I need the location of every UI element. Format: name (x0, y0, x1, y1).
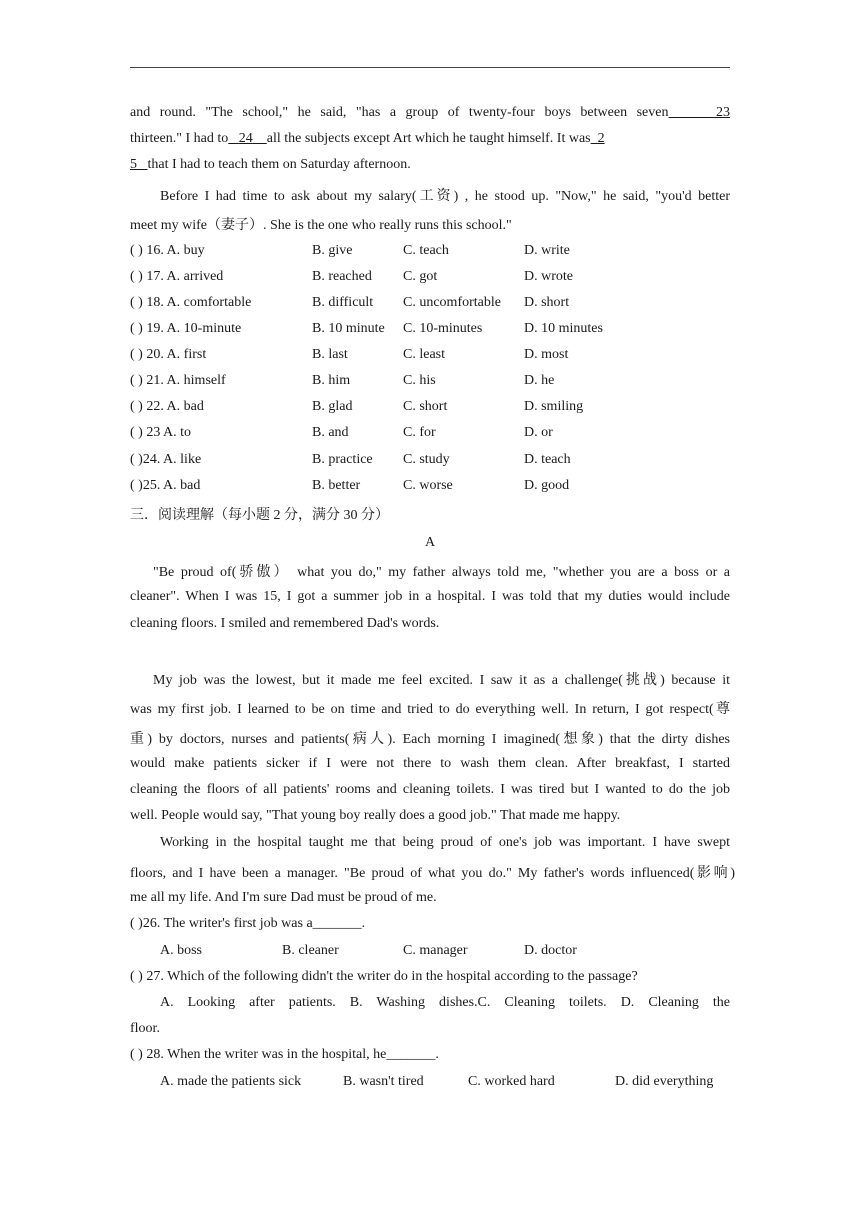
option-c: C. for (403, 425, 436, 440)
passage-p1-line-2: cleaner". When I was 15, I got a summer job in a hospital. I was told that my duties would include (130, 589, 730, 604)
q28-option-a: A. made the patients sick (160, 1074, 302, 1089)
option-b: B. difficult (312, 295, 374, 310)
question-stem: ( ) 16. A. buy (130, 243, 205, 258)
question-stem: ( ) 18. A. comfortable (130, 295, 252, 310)
q26-option-a: A. boss (160, 943, 203, 958)
question-28: ( ) 28. When the writer was in the hospital, he_______. (130, 1047, 439, 1062)
q26-option-b: B. cleaner (282, 943, 339, 958)
question-stem: ( ) 23 A. to (130, 425, 192, 440)
option-d: D. wrote (524, 269, 573, 284)
option-d: D. most (524, 347, 569, 362)
option-d: D. teach (524, 452, 571, 467)
passage-p1-line-1: "Be proud of(骄傲） what you do," my father always told me, "whether you are a boss or a (153, 565, 730, 580)
option-d: D. or (524, 425, 553, 440)
q28-option-c: C. worked hard (468, 1074, 555, 1089)
option-c: C. study (403, 452, 450, 467)
question-stem: ( ) 17. A. arrived (130, 269, 224, 284)
question-stem: ( ) 21. A. himself (130, 373, 226, 388)
option-b: B. 10 minute (312, 321, 385, 336)
question-stem: ( )25. A. bad (130, 478, 201, 493)
passage-p3-line-1: Working in the hospital taught me that being proud of one's job was important. I have swept (160, 835, 730, 850)
option-d: D. good (524, 478, 570, 493)
option-b: B. glad (312, 399, 353, 414)
option-b: B. last (312, 347, 348, 362)
option-d: D. 10 minutes (524, 321, 603, 336)
option-b: B. better (312, 478, 361, 493)
option-c: C. 10-minutes (403, 321, 483, 336)
passage-p2-line-3: 重) by doctors, nurses and patients(病人). Each morning I imagined(想象) that the dirty dishes (130, 732, 730, 747)
q26-option-d: D. doctor (524, 943, 577, 958)
option-c: C. his (403, 373, 436, 388)
option-d: D. smiling (524, 399, 584, 414)
q26-option-c: C. manager (403, 943, 468, 958)
cloze-para2-line-1: Before I had time to ask about my salary(工资) , he stood up. "Now," he said, "you'd better (160, 189, 730, 204)
passage-p3-line-2: floors, and I have been a manager. "Be proud of what you do." My father's words influenced(影响) (130, 866, 735, 881)
option-b: B. reached (312, 269, 372, 284)
passage-letter: A (424, 535, 436, 550)
option-d: D. write (524, 243, 570, 258)
question-stem: ( ) 20. A. first (130, 347, 207, 362)
cloze-line-2: thirteen." I had to 24 all the subjects except Art which he taught himself. It was 2 (130, 131, 605, 146)
option-c: C. short (403, 399, 448, 414)
option-c: C. uncomfortable (403, 295, 501, 310)
option-b: B. practice (312, 452, 373, 467)
cloze-line-1: and round. "The school," he said, "has a group of twenty-four boys between seven 23 (130, 105, 731, 120)
option-c: C. least (403, 347, 445, 362)
passage-p2-line-4: would make patients sicker if I were not there to wash them clean. After breakfast, I started (130, 756, 730, 771)
passage-p3-line-3: me all my life. And I'm sure Dad must be proud of me. (130, 890, 437, 905)
q27-options-cont: floor. (130, 1021, 160, 1036)
passage-p1-line-3: cleaning floors. I smiled and remembered Dad's words. (130, 616, 440, 631)
q28-option-b: B. wasn't tired (343, 1074, 424, 1089)
section-heading: 三．阅读理解（每小题 2 分，满分 30 分） (130, 508, 389, 523)
passage-p2-line-1: My job was the lowest, but it made me feel excited. I saw it as a challenge(挑战) because it (153, 673, 730, 688)
question-26: ( )26. The writer's first job was a_______. (130, 916, 366, 931)
passage-p2-line-2: was my first job. I learned to be on time and tried to do everything well. In return, I got respect(尊 (130, 702, 730, 717)
option-d: D. short (524, 295, 570, 310)
cloze-line-3: 5 that I had to teach them on Saturday afternoon. (130, 157, 411, 172)
option-d: D. he (524, 373, 555, 388)
q28-option-d: D. did everything (615, 1074, 714, 1089)
option-b: B. give (312, 243, 353, 258)
passage-p2-line-5: cleaning the floors of all patients' rooms and cleaning toilets. I was tired but I wanted to do the job (130, 782, 730, 797)
question-stem: ( )24. A. like (130, 452, 202, 467)
cloze-para2-line-2: meet my wife（妻子）. She is the one who really runs this school." (130, 218, 512, 233)
option-c: C. got (403, 269, 438, 284)
option-b: B. and (312, 425, 349, 440)
header-rule (130, 67, 730, 68)
option-c: C. teach (403, 243, 449, 258)
option-c: C. worse (403, 478, 453, 493)
option-b: B. him (312, 373, 351, 388)
question-27: ( ) 27. Which of the following didn't the writer do in the hospital according to the passage? (130, 969, 638, 984)
passage-p2-line-6: well. People would say, "That young boy really does a good job." That made me happy. (130, 808, 621, 823)
q27-options: A. Looking after patients. B. Washing dishes.C. Cleaning toilets. D. Cleaning the (160, 995, 730, 1010)
question-stem: ( ) 22. A. bad (130, 399, 204, 414)
question-stem: ( ) 19. A. 10-minute (130, 321, 242, 336)
